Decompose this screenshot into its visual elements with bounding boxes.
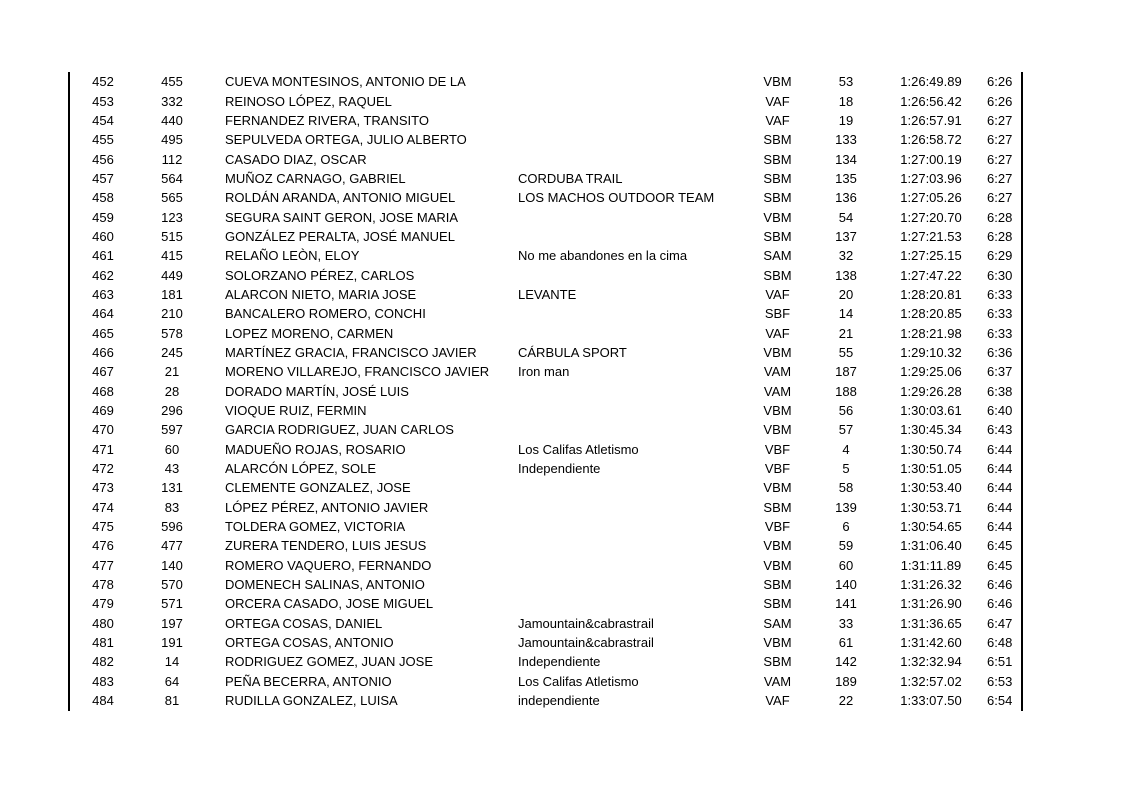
table-row [70, 459, 1038, 478]
position-cell: 466 [92, 344, 114, 360]
time-cell: 1:30:03.61 [900, 403, 962, 419]
table-row [70, 362, 1038, 381]
category-position-cell: 134 [835, 151, 857, 167]
category-position-cell: 22 [838, 693, 854, 709]
bib-cell: 596 [161, 519, 183, 535]
bib-cell: 515 [161, 228, 183, 244]
category-position-cell: 5 [842, 461, 850, 477]
position-cell: 462 [92, 267, 114, 283]
category-position-cell: 57 [838, 422, 854, 438]
runner-name-cell: CLEMENTE GONZALEZ, JOSE [225, 480, 411, 496]
category-cell: VBM [763, 344, 792, 360]
table-row [70, 556, 1038, 575]
pace-cell: 6:28 [987, 209, 1013, 225]
runner-name-cell: SEGURA SAINT GERON, JOSE MARIA [225, 209, 459, 225]
runner-name-cell: ALARCÓN LÓPEZ, SOLE [225, 461, 376, 477]
club-cell [518, 91, 738, 110]
pace-cell: 6:27 [987, 151, 1013, 167]
position-cell: 460 [92, 228, 114, 244]
pace-cell: 6:27 [987, 132, 1013, 148]
club-cell [518, 420, 738, 439]
position-cell: 480 [92, 615, 114, 631]
time-cell: 1:27:05.26 [900, 190, 962, 206]
club-cell [518, 149, 738, 168]
pace-cell: 6:53 [987, 673, 1013, 689]
time-cell: 1:30:51.05 [900, 461, 962, 477]
club-cell [518, 556, 738, 575]
runner-name-cell: REINOSO LÓPEZ, RAQUEL [225, 93, 392, 109]
club-cell [518, 575, 738, 594]
category-position-cell: 189 [835, 673, 857, 689]
pace-cell: 6:26 [987, 93, 1013, 109]
pace-cell: 6:44 [987, 441, 1013, 457]
pace-cell: 6:33 [987, 286, 1013, 302]
category-cell: SBM [763, 654, 792, 670]
runner-name-cell: SEPULVEDA ORTEGA, JULIO ALBERTO [225, 132, 467, 148]
bib-cell: 440 [161, 112, 183, 128]
position-cell: 473 [92, 480, 114, 496]
club-cell [518, 304, 738, 323]
position-cell: 459 [92, 209, 114, 225]
time-cell: 1:27:47.22 [900, 267, 962, 283]
category-position-cell: 20 [838, 286, 854, 302]
position-cell: 484 [92, 693, 114, 709]
time-cell: 1:26:58.72 [900, 132, 962, 148]
category-cell: SBM [763, 596, 792, 612]
time-cell: 1:30:50.74 [900, 441, 962, 457]
category-position-cell: 187 [835, 364, 857, 380]
bib-cell: 210 [161, 306, 183, 322]
time-cell: 1:29:25.06 [900, 364, 962, 380]
bib-cell: 495 [161, 132, 183, 148]
pace-cell: 6:38 [987, 383, 1013, 399]
category-cell: SBM [763, 190, 792, 206]
category-position-cell: 54 [838, 209, 854, 225]
category-position-cell: 133 [835, 132, 857, 148]
bib-cell: 197 [161, 615, 183, 631]
runner-name-cell: GARCIA RODRIGUEZ, JUAN CARLOS [225, 422, 454, 438]
pace-cell: 6:29 [987, 248, 1013, 264]
position-cell: 457 [92, 170, 114, 186]
table-row [70, 498, 1038, 517]
position-cell: 467 [92, 364, 114, 380]
category-cell: VAF [765, 93, 790, 109]
pace-cell: 6:51 [987, 654, 1013, 670]
club-cell: LEVANTE [518, 286, 577, 302]
table-row [70, 633, 1038, 652]
time-cell: 1:26:49.89 [900, 74, 962, 90]
club-cell: Iron man [518, 364, 570, 380]
club-cell [518, 401, 738, 420]
category-cell: VBM [763, 538, 792, 554]
bib-cell: 191 [161, 635, 183, 651]
category-position-cell: 18 [838, 93, 854, 109]
pace-cell: 6:44 [987, 519, 1013, 535]
club-cell: Los Califas Atletismo [518, 673, 639, 689]
category-position-cell: 6 [842, 519, 850, 535]
category-cell: SBM [763, 267, 792, 283]
pace-cell: 6:33 [987, 306, 1013, 322]
pace-cell: 6:28 [987, 228, 1013, 244]
category-cell: VAM [763, 383, 792, 399]
pace-cell: 6:36 [987, 344, 1013, 360]
category-position-cell: 4 [842, 441, 850, 457]
position-cell: 463 [92, 286, 114, 302]
pace-cell: 6:27 [987, 190, 1013, 206]
bib-cell: 296 [161, 403, 183, 419]
table-row [70, 91, 1038, 110]
club-cell: No me abandones en la cima [518, 248, 688, 264]
category-cell: VBF [764, 519, 791, 535]
club-cell: CORDUBA TRAIL [518, 170, 623, 186]
club-cell: independiente [518, 693, 600, 709]
time-cell: 1:31:26.90 [900, 596, 962, 612]
category-cell: VBM [763, 480, 792, 496]
bib-cell: 332 [161, 93, 183, 109]
category-cell: SBM [763, 151, 792, 167]
time-cell: 1:27:25.15 [900, 248, 962, 264]
table-row [70, 652, 1038, 671]
runner-name-cell: ORCERA CASADO, JOSE MIGUEL [225, 596, 434, 612]
category-cell: VAM [763, 364, 792, 380]
pace-cell: 6:40 [987, 403, 1013, 419]
club-cell [518, 382, 738, 401]
club-cell: Jamountain&cabrastrail [518, 615, 654, 631]
pace-cell: 6:26 [987, 74, 1013, 90]
table-row [70, 420, 1038, 439]
position-cell: 474 [92, 499, 114, 515]
club-cell: Jamountain&cabrastrail [518, 635, 654, 651]
pace-cell: 6:44 [987, 480, 1013, 496]
pace-cell: 6:46 [987, 596, 1013, 612]
position-cell: 477 [92, 557, 114, 573]
position-cell: 469 [92, 403, 114, 419]
table-row [70, 691, 1038, 710]
pace-cell: 6:45 [987, 538, 1013, 554]
bib-cell: 123 [161, 209, 183, 225]
time-cell: 1:26:57.91 [900, 112, 962, 128]
position-cell: 452 [92, 74, 114, 90]
runner-name-cell: DORADO MARTÍN, JOSÉ LUIS [225, 383, 409, 399]
position-cell: 476 [92, 538, 114, 554]
runner-name-cell: MORENO VILLAREJO, FRANCISCO JAVIER [225, 364, 490, 380]
category-cell: SBM [763, 577, 792, 593]
time-cell: 1:28:20.81 [900, 286, 962, 302]
pace-cell: 6:44 [987, 499, 1013, 515]
bib-cell: 477 [161, 538, 183, 554]
table-row [70, 227, 1038, 246]
club-cell [518, 265, 738, 284]
position-cell: 472 [92, 461, 114, 477]
runner-name-cell: MADUEÑO ROJAS, ROSARIO [225, 441, 406, 457]
bib-cell: 43 [164, 461, 180, 477]
runner-name-cell: ROMERO VAQUERO, FERNANDO [225, 557, 432, 573]
bib-cell: 181 [161, 286, 183, 302]
table-row [70, 343, 1038, 362]
runner-name-cell: ORTEGA COSAS, DANIEL [225, 615, 383, 631]
category-position-cell: 188 [835, 383, 857, 399]
runner-name-cell: DOMENECH SALINAS, ANTONIO [225, 577, 425, 593]
position-cell: 475 [92, 519, 114, 535]
table-row [70, 207, 1038, 226]
time-cell: 1:27:00.19 [900, 151, 962, 167]
position-cell: 468 [92, 383, 114, 399]
runner-name-cell: RODRIGUEZ GOMEZ, JUAN JOSE [225, 654, 434, 670]
position-cell: 483 [92, 673, 114, 689]
runner-name-cell: CASADO DIAZ, OSCAR [225, 151, 367, 167]
results-table-body [70, 72, 1038, 710]
category-cell: VAF [765, 693, 790, 709]
table-row [70, 246, 1038, 265]
bib-cell: 415 [161, 248, 183, 264]
runner-name-cell: MUÑOZ CARNAGO, GABRIEL [225, 170, 406, 186]
position-cell: 456 [92, 151, 114, 167]
category-position-cell: 137 [835, 228, 857, 244]
table-row [70, 72, 1038, 91]
table-row [70, 323, 1038, 342]
runner-name-cell: ALARCON NIETO, MARIA JOSE [225, 286, 417, 302]
table-row [70, 440, 1038, 459]
category-cell: VBF [764, 441, 791, 457]
table-row [70, 382, 1038, 401]
bib-cell: 565 [161, 190, 183, 206]
category-position-cell: 60 [838, 557, 854, 573]
time-cell: 1:26:56.42 [900, 93, 962, 109]
club-cell: LOS MACHOS OUTDOOR TEAM [518, 190, 715, 206]
time-cell: 1:32:57.02 [900, 673, 962, 689]
runner-name-cell: FERNANDEZ RIVERA, TRANSITO [225, 112, 429, 128]
position-cell: 464 [92, 306, 114, 322]
category-position-cell: 135 [835, 170, 857, 186]
category-cell: SBF [764, 306, 791, 322]
club-cell: Independiente [518, 654, 601, 670]
table-row [70, 149, 1038, 168]
category-position-cell: 141 [835, 596, 857, 612]
position-cell: 478 [92, 577, 114, 593]
category-cell: VBM [763, 74, 792, 90]
category-position-cell: 140 [835, 577, 857, 593]
category-position-cell: 55 [838, 344, 854, 360]
time-cell: 1:31:26.32 [900, 577, 962, 593]
club-cell: Independiente [518, 461, 601, 477]
runner-name-cell: PEÑA BECERRA, ANTONIO [225, 673, 392, 689]
position-cell: 461 [92, 248, 114, 264]
club-cell [518, 227, 738, 246]
pace-cell: 6:30 [987, 267, 1013, 283]
bib-cell: 564 [161, 170, 183, 186]
category-cell: VAF [765, 112, 790, 128]
category-cell: VBM [763, 209, 792, 225]
club-cell [518, 517, 738, 536]
time-cell: 1:28:21.98 [900, 325, 962, 341]
pace-cell: 6:27 [987, 112, 1013, 128]
bib-cell: 60 [164, 441, 180, 457]
position-cell: 454 [92, 112, 114, 128]
category-cell: VBM [763, 557, 792, 573]
time-cell: 1:33:07.50 [900, 693, 962, 709]
table-row [70, 536, 1038, 555]
runner-name-cell: LÓPEZ PÉREZ, ANTONIO JAVIER [225, 499, 429, 515]
category-cell: SAM [763, 615, 792, 631]
runner-name-cell: VIOQUE RUIZ, FERMIN [225, 403, 367, 419]
runner-name-cell: ZURERA TENDERO, LUIS JESUS [225, 538, 427, 554]
category-position-cell: 19 [838, 112, 854, 128]
runner-name-cell: MARTÍNEZ GRACIA, FRANCISCO JAVIER [225, 344, 477, 360]
table-row [70, 478, 1038, 497]
runner-name-cell: RELAÑO LEÒN, ELOY [225, 248, 360, 264]
position-cell: 482 [92, 654, 114, 670]
bib-cell: 570 [161, 577, 183, 593]
time-cell: 1:30:53.71 [900, 499, 962, 515]
time-cell: 1:27:21.53 [900, 228, 962, 244]
club-cell [518, 207, 738, 226]
category-cell: VBF [764, 461, 791, 477]
bib-cell: 571 [161, 596, 183, 612]
category-cell: VBM [763, 403, 792, 419]
club-cell [518, 130, 738, 149]
club-cell [518, 498, 738, 517]
position-cell: 453 [92, 93, 114, 109]
pace-cell: 6:45 [987, 557, 1013, 573]
time-cell: 1:32:32.94 [900, 654, 962, 670]
time-cell: 1:30:53.40 [900, 480, 962, 496]
runner-name-cell: ROLDÁN ARANDA, ANTONIO MIGUEL [225, 190, 456, 206]
pace-cell: 6:46 [987, 577, 1013, 593]
runner-name-cell: GONZÁLEZ PERALTA, JOSÉ MANUEL [225, 228, 455, 244]
time-cell: 1:30:45.34 [900, 422, 962, 438]
time-cell: 1:27:03.96 [900, 170, 962, 186]
bib-cell: 578 [161, 325, 183, 341]
club-cell [518, 478, 738, 497]
table-row [70, 169, 1038, 188]
runner-name-cell: RUDILLA GONZALEZ, LUISA [225, 693, 398, 709]
time-cell: 1:28:20.85 [900, 306, 962, 322]
bib-cell: 597 [161, 422, 183, 438]
table-row [70, 672, 1038, 691]
table-row [70, 285, 1038, 304]
category-cell: SBM [763, 499, 792, 515]
bib-cell: 449 [161, 267, 183, 283]
pace-cell: 6:37 [987, 364, 1013, 380]
pace-cell: 6:47 [987, 615, 1013, 631]
bib-cell: 14 [164, 654, 180, 670]
pace-cell: 6:27 [987, 170, 1013, 186]
runner-name-cell: BANCALERO ROMERO, CONCHI [225, 306, 426, 322]
category-position-cell: 61 [838, 635, 854, 651]
position-cell: 455 [92, 132, 114, 148]
category-position-cell: 14 [838, 306, 854, 322]
club-cell [518, 72, 738, 91]
club-cell [518, 111, 738, 130]
category-position-cell: 142 [835, 654, 857, 670]
table-row [70, 188, 1038, 207]
table-row [70, 401, 1038, 420]
bib-cell: 28 [164, 383, 180, 399]
category-cell: VBM [763, 422, 792, 438]
category-cell: VAF [765, 286, 790, 302]
bib-cell: 131 [161, 480, 183, 496]
runner-name-cell: TOLDERA GOMEZ, VICTORIA [225, 519, 406, 535]
category-position-cell: 139 [835, 499, 857, 515]
category-cell: SBM [763, 228, 792, 244]
bib-cell: 140 [161, 557, 183, 573]
category-position-cell: 138 [835, 267, 857, 283]
position-cell: 481 [92, 635, 114, 651]
club-cell: Los Califas Atletismo [518, 441, 639, 457]
bib-cell: 83 [164, 499, 180, 515]
bib-cell: 64 [164, 673, 180, 689]
category-position-cell: 33 [838, 615, 854, 631]
category-position-cell: 21 [838, 325, 854, 341]
table-row [70, 517, 1038, 536]
category-position-cell: 32 [838, 248, 854, 264]
category-position-cell: 136 [835, 190, 857, 206]
table-row [70, 304, 1038, 323]
bib-cell: 112 [161, 151, 183, 167]
pace-cell: 6:33 [987, 325, 1013, 341]
table-row [70, 130, 1038, 149]
table-row [70, 594, 1038, 613]
time-cell: 1:29:10.32 [900, 344, 962, 360]
category-cell: VAM [763, 673, 792, 689]
position-cell: 465 [92, 325, 114, 341]
category-cell: SBM [763, 170, 792, 186]
bib-cell: 245 [161, 344, 183, 360]
runner-name-cell: CUEVA MONTESINOS, ANTONIO DE LA [225, 74, 466, 90]
position-cell: 470 [92, 422, 114, 438]
pace-cell: 6:54 [987, 693, 1013, 709]
time-cell: 1:31:36.65 [900, 615, 962, 631]
bib-cell: 81 [164, 693, 180, 709]
category-position-cell: 56 [838, 403, 854, 419]
table-row [70, 575, 1038, 594]
time-cell: 1:31:11.89 [900, 557, 962, 573]
position-cell: 458 [92, 190, 114, 206]
pace-cell: 6:43 [987, 422, 1013, 438]
club-cell [518, 536, 738, 555]
runner-name-cell: SOLORZANO PÉREZ, CARLOS [225, 267, 415, 283]
time-cell: 1:31:42.60 [900, 635, 962, 651]
category-position-cell: 53 [838, 74, 854, 90]
table-row [70, 265, 1038, 284]
runner-name-cell: ORTEGA COSAS, ANTONIO [225, 635, 394, 651]
position-cell: 471 [92, 441, 114, 457]
category-position-cell: 59 [838, 538, 854, 554]
club-cell [518, 594, 738, 613]
time-cell: 1:27:20.70 [900, 209, 962, 225]
pace-cell: 6:48 [987, 635, 1013, 651]
category-cell: SAM [763, 248, 792, 264]
category-cell: SBM [763, 132, 792, 148]
runner-name-cell: LOPEZ MORENO, CARMEN [225, 325, 394, 341]
time-cell: 1:31:06.40 [900, 538, 962, 554]
time-cell: 1:30:54.65 [900, 519, 962, 535]
category-cell: VAF [765, 325, 790, 341]
time-cell: 1:29:26.28 [900, 383, 962, 399]
table-row [70, 614, 1038, 633]
club-cell [518, 323, 738, 342]
category-position-cell: 58 [838, 480, 854, 496]
table-row [70, 111, 1038, 130]
pace-cell: 6:44 [987, 461, 1013, 477]
bib-cell: 455 [161, 74, 183, 90]
club-cell: CÁRBULA SPORT [518, 344, 627, 360]
bib-cell: 21 [164, 364, 180, 380]
results-table [70, 72, 1038, 710]
category-cell: VBM [763, 635, 792, 651]
position-cell: 479 [92, 596, 114, 612]
